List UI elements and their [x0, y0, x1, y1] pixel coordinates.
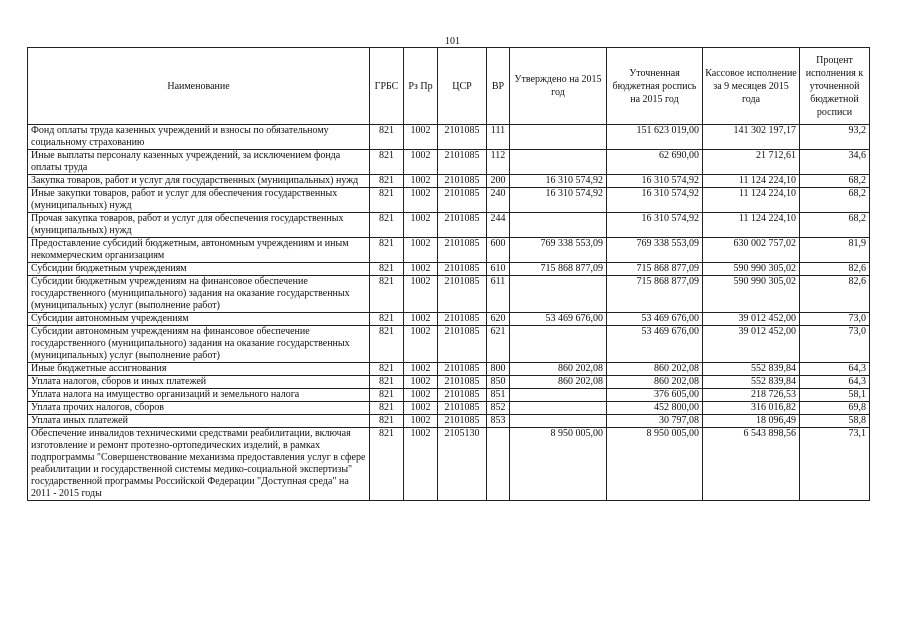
- cell-name: Уплата налогов, сборов и иных платежей: [28, 376, 370, 389]
- cell-name: Иные выплаты персоналу казенных учреждений, за исключением фонда оплаты труда: [28, 150, 370, 175]
- cell-percent: 73,1: [800, 428, 870, 501]
- cell-cash: 11 124 224,10: [703, 213, 800, 238]
- cell-vr: 621: [487, 326, 510, 363]
- cell-grbs: 821: [370, 213, 404, 238]
- cell-percent: 58,1: [800, 389, 870, 402]
- cell-percent: 82,6: [800, 276, 870, 313]
- header-csr: ЦСР: [438, 48, 487, 125]
- table-row: [28, 415, 870, 428]
- table-row: [28, 276, 870, 313]
- cell-approved: [510, 326, 607, 363]
- cell-csr: 2101085: [438, 125, 487, 150]
- cell-csr: 2101085: [438, 150, 487, 175]
- cell-rzpr: 1002: [404, 313, 438, 326]
- cell-refined: 53 469 676,00: [607, 326, 703, 363]
- cell-csr: 2101085: [438, 363, 487, 376]
- cell-refined: 860 202,08: [607, 376, 703, 389]
- cell-refined: 452 800,00: [607, 402, 703, 415]
- cell-cash: 39 012 452,00: [703, 313, 800, 326]
- cell-vr: 111: [487, 125, 510, 150]
- cell-name: Предоставление субсидий бюджетным, автономным учреждениям и иным некоммерческим организациям: [28, 238, 370, 263]
- cell-approved: [510, 150, 607, 175]
- cell-cash: 39 012 452,00: [703, 326, 800, 363]
- cell-rzpr: 1002: [404, 376, 438, 389]
- table-row: [28, 428, 870, 501]
- cell-approved: 53 469 676,00: [510, 313, 607, 326]
- cell-percent: 69,8: [800, 402, 870, 415]
- cell-name: Уплата налога на имущество организаций и земельного налога: [28, 389, 370, 402]
- header-vr: ВР: [487, 48, 510, 125]
- cell-name: Субсидии автономным учреждениям: [28, 313, 370, 326]
- cell-refined: 376 605,00: [607, 389, 703, 402]
- header-approved: Утверждено на 2015 год: [510, 48, 607, 125]
- cell-percent: 68,2: [800, 175, 870, 188]
- cell-approved: [510, 415, 607, 428]
- cell-approved: 769 338 553,09: [510, 238, 607, 263]
- cell-refined: 769 338 553,09: [607, 238, 703, 263]
- cell-percent: 68,2: [800, 213, 870, 238]
- cell-grbs: 821: [370, 428, 404, 501]
- cell-grbs: 821: [370, 125, 404, 150]
- cell-grbs: 821: [370, 276, 404, 313]
- cell-refined: 16 310 574,92: [607, 188, 703, 213]
- cell-grbs: 821: [370, 188, 404, 213]
- cell-rzpr: 1002: [404, 150, 438, 175]
- cell-approved: [510, 213, 607, 238]
- table-row: [28, 389, 870, 402]
- cell-approved: [510, 389, 607, 402]
- cell-cash: 11 124 224,10: [703, 175, 800, 188]
- cell-percent: 82,6: [800, 263, 870, 276]
- cell-rzpr: 1002: [404, 428, 438, 501]
- cell-vr: 853: [487, 415, 510, 428]
- cell-name: Уплата иных платежей: [28, 415, 370, 428]
- cell-rzpr: 1002: [404, 175, 438, 188]
- cell-approved: [510, 125, 607, 150]
- cell-name: Закупка товаров, работ и услуг для государственных (муниципальных) нужд: [28, 175, 370, 188]
- table-row: [28, 188, 870, 213]
- cell-approved: 16 310 574,92: [510, 175, 607, 188]
- cell-csr: 2101085: [438, 326, 487, 363]
- cell-refined: 16 310 574,92: [607, 175, 703, 188]
- cell-vr: 244: [487, 213, 510, 238]
- budget-table: [27, 47, 870, 501]
- cell-rzpr: 1002: [404, 326, 438, 363]
- cell-percent: 81,9: [800, 238, 870, 263]
- cell-rzpr: 1002: [404, 415, 438, 428]
- cell-refined: 62 690,00: [607, 150, 703, 175]
- table-body: [28, 125, 870, 501]
- cell-cash: 6 543 898,56: [703, 428, 800, 501]
- cell-percent: 73,0: [800, 326, 870, 363]
- table-row: [28, 313, 870, 326]
- cell-name: Фонд оплаты труда казенных учреждений и взносы по обязательному социальному страхованию: [28, 125, 370, 150]
- cell-approved: 860 202,08: [510, 363, 607, 376]
- cell-vr: 851: [487, 389, 510, 402]
- cell-vr: 240: [487, 188, 510, 213]
- cell-grbs: 821: [370, 263, 404, 276]
- cell-grbs: 821: [370, 402, 404, 415]
- cell-name: Прочая закупка товаров, работ и услуг для обеспечения государственных (муниципальных) нужд: [28, 213, 370, 238]
- cell-grbs: 821: [370, 175, 404, 188]
- table-row: [28, 150, 870, 175]
- cell-cash: 552 839,84: [703, 363, 800, 376]
- cell-cash: 218 726,53: [703, 389, 800, 402]
- cell-vr: 112: [487, 150, 510, 175]
- cell-cash: 590 990 305,02: [703, 263, 800, 276]
- cell-csr: 2101085: [438, 313, 487, 326]
- cell-grbs: 821: [370, 363, 404, 376]
- cell-cash: 11 124 224,10: [703, 188, 800, 213]
- cell-rzpr: 1002: [404, 213, 438, 238]
- table-row: [28, 376, 870, 389]
- cell-cash: 552 839,84: [703, 376, 800, 389]
- header-percent: Процент исполнения к уточненной бюджетной росписи: [800, 48, 870, 125]
- cell-grbs: 821: [370, 415, 404, 428]
- cell-percent: 64,3: [800, 363, 870, 376]
- header-cash: Кассовое исполнение за 9 месяцев 2015 года: [703, 48, 800, 125]
- cell-percent: 64,3: [800, 376, 870, 389]
- cell-rzpr: 1002: [404, 389, 438, 402]
- cell-refined: 16 310 574,92: [607, 213, 703, 238]
- cell-rzpr: 1002: [404, 402, 438, 415]
- cell-rzpr: 1002: [404, 238, 438, 263]
- cell-approved: [510, 276, 607, 313]
- cell-grbs: 821: [370, 313, 404, 326]
- cell-rzpr: 1002: [404, 363, 438, 376]
- header-grbs: ГРБС: [370, 48, 404, 125]
- table-row: [28, 213, 870, 238]
- table-row: [28, 125, 870, 150]
- cell-rzpr: 1002: [404, 276, 438, 313]
- cell-approved: 715 868 877,09: [510, 263, 607, 276]
- cell-approved: [510, 402, 607, 415]
- cell-cash: 18 096,49: [703, 415, 800, 428]
- cell-csr: 2101085: [438, 415, 487, 428]
- table-row: [28, 175, 870, 188]
- cell-cash: 316 016,82: [703, 402, 800, 415]
- table-row: [28, 326, 870, 363]
- table-row: [28, 263, 870, 276]
- cell-vr: 600: [487, 238, 510, 263]
- cell-grbs: 821: [370, 389, 404, 402]
- cell-percent: 73,0: [800, 313, 870, 326]
- cell-refined: 715 868 877,09: [607, 276, 703, 313]
- cell-refined: 860 202,08: [607, 363, 703, 376]
- cell-cash: 630 002 757,02: [703, 238, 800, 263]
- cell-vr: 610: [487, 263, 510, 276]
- cell-name: Обеспечение инвалидов техническими средствами реабилитации, включая изготовление и ремонт протезно-ортопедических изделий, в рамках подпрограммы "Совершенствование механизма предоставления услуг в сфере реабилитации и государственной системы медико-социальной экспертизы" государственной программы Российской Федерации "Доступная среда" на 2011 - 2015 годы: [28, 428, 370, 501]
- cell-name: Субсидии автономным учреждениям на финансовое обеспечение государственного (муниципального) задания на оказание государственных (муниципальных) услуг (выполнение работ): [28, 326, 370, 363]
- cell-percent: 93,2: [800, 125, 870, 150]
- cell-name: Субсидии бюджетным учреждениям на финансовое обеспечение государственного (муниципального) задания на оказание государственных (муниципальных) услуг (выполнение работ): [28, 276, 370, 313]
- header-rzpr: Рз Пр: [404, 48, 438, 125]
- cell-vr: 611: [487, 276, 510, 313]
- cell-refined: 8 950 005,00: [607, 428, 703, 501]
- cell-vr: 852: [487, 402, 510, 415]
- cell-percent: 58,8: [800, 415, 870, 428]
- cell-csr: 2101085: [438, 389, 487, 402]
- cell-vr: 200: [487, 175, 510, 188]
- cell-csr: 2101085: [438, 376, 487, 389]
- cell-grbs: 821: [370, 238, 404, 263]
- cell-csr: 2101085: [438, 213, 487, 238]
- header-refined: Уточненная бюджетная роспись на 2015 год: [607, 48, 703, 125]
- cell-csr: 2105130: [438, 428, 487, 501]
- cell-name: Иные бюджетные ассигнования: [28, 363, 370, 376]
- cell-vr: 800: [487, 363, 510, 376]
- table-row: [28, 363, 870, 376]
- cell-cash: 590 990 305,02: [703, 276, 800, 313]
- cell-percent: 34,6: [800, 150, 870, 175]
- table-row: [28, 238, 870, 263]
- cell-percent: 68,2: [800, 188, 870, 213]
- cell-csr: 2101085: [438, 276, 487, 313]
- cell-csr: 2101085: [438, 188, 487, 213]
- cell-vr: [487, 428, 510, 501]
- cell-vr: 850: [487, 376, 510, 389]
- cell-grbs: 821: [370, 326, 404, 363]
- header-name: Наименование: [28, 48, 370, 125]
- cell-grbs: 821: [370, 150, 404, 175]
- cell-name: Уплата прочих налогов, сборов: [28, 402, 370, 415]
- table-row: [28, 402, 870, 415]
- cell-csr: 2101085: [438, 238, 487, 263]
- cell-cash: 21 712,61: [703, 150, 800, 175]
- cell-csr: 2101085: [438, 402, 487, 415]
- cell-refined: 53 469 676,00: [607, 313, 703, 326]
- cell-approved: 860 202,08: [510, 376, 607, 389]
- cell-refined: 30 797,08: [607, 415, 703, 428]
- cell-name: Иные закупки товаров, работ и услуг для обеспечения государственных (муниципальных) нужд: [28, 188, 370, 213]
- cell-rzpr: 1002: [404, 125, 438, 150]
- cell-cash: 141 302 197,17: [703, 125, 800, 150]
- cell-approved: 16 310 574,92: [510, 188, 607, 213]
- cell-csr: 2101085: [438, 263, 487, 276]
- cell-rzpr: 1002: [404, 263, 438, 276]
- cell-refined: 715 868 877,09: [607, 263, 703, 276]
- cell-vr: 620: [487, 313, 510, 326]
- cell-name: Субсидии бюджетным учреждениям: [28, 263, 370, 276]
- cell-csr: 2101085: [438, 175, 487, 188]
- page-number: 101: [445, 36, 460, 47]
- cell-refined: 151 623 019,00: [607, 125, 703, 150]
- cell-approved: 8 950 005,00: [510, 428, 607, 501]
- cell-rzpr: 1002: [404, 188, 438, 213]
- cell-grbs: 821: [370, 376, 404, 389]
- table-header-row: [28, 48, 870, 125]
